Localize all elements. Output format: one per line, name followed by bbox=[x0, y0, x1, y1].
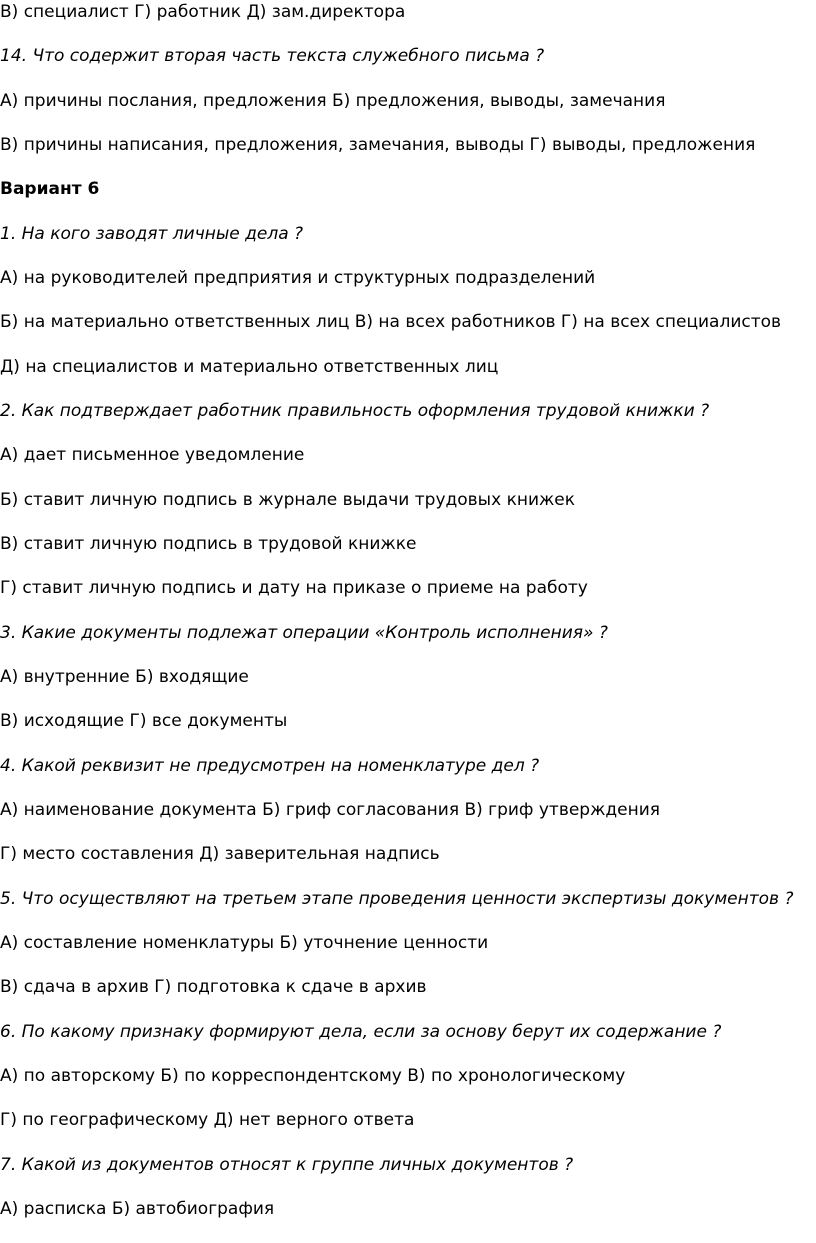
answer-line: Г) ставит личную подпись и дату на приказе о приеме на работу bbox=[0, 578, 588, 598]
answer-line: В) исходящие Г) все документы bbox=[0, 711, 288, 731]
variant-heading: Вариант 6 bbox=[0, 179, 100, 199]
answer-line: А) наименование документа Б) гриф согласования В) гриф утверждения bbox=[0, 800, 661, 820]
answer-line: Г) по географическому Д) нет верного ответа bbox=[0, 1110, 415, 1130]
answer-line: Б) ставит личную подпись в журнале выдачи трудовых книжек bbox=[0, 490, 576, 510]
answer-line: Д) на специалистов и материально ответственных лиц bbox=[0, 357, 499, 377]
answer-line: Б) на материально ответственных лиц В) на всех работников Г) на всех специалистов bbox=[0, 312, 782, 332]
answer-line: А) на руководителей предприятия и структурных подразделений bbox=[0, 268, 596, 288]
answer-line: В) ставит личную подпись в трудовой книжке bbox=[0, 534, 417, 554]
question-line: 7. Какой из документов относят к группе личных документов ? bbox=[0, 1155, 574, 1175]
question-line: 2. Как подтверждает работник правильность оформления трудовой книжки ? bbox=[0, 401, 710, 421]
answer-line: А) внутренние Б) входящие bbox=[0, 667, 249, 687]
answer-line: Г) место составления Д) заверительная надпись bbox=[0, 844, 440, 864]
question-line: 6. По какому признаку формируют дела, если за основу берут их содержание ? bbox=[0, 1022, 722, 1042]
answer-line: А) по авторскому Б) по корреспондентскому В) по хронологическому bbox=[0, 1066, 626, 1086]
answer-line: А) расписка Б) автобиография bbox=[0, 1199, 275, 1219]
question-line: 3. Какие документы подлежат операции «Контроль исполнения» ? bbox=[0, 623, 608, 643]
answer-line: А) составление номенклатуры Б) уточнение ценности bbox=[0, 933, 489, 953]
question-line: 1. На кого заводят личные дела ? bbox=[0, 224, 304, 244]
question-line: 14. Что содержит вторая часть текста служебного письма ? bbox=[0, 46, 545, 66]
answer-line: В) сдача в архив Г) подготовка к сдаче в архив bbox=[0, 977, 427, 997]
question-line: 4. Какой реквизит не предусмотрен на номенклатуре дел ? bbox=[0, 756, 540, 776]
answer-line: В) специалист Г) работник Д) зам.директора bbox=[0, 2, 406, 22]
question-line: 5. Что осуществляют на третьем этапе проведения ценности экспертизы документов ? bbox=[0, 889, 794, 909]
answer-line: А) дает письменное уведомление bbox=[0, 445, 305, 465]
answer-line: В) причины написания, предложения, замечания, выводы Г) выводы, предложения bbox=[0, 135, 756, 155]
answer-line: А) причины послания, предложения Б) предложения, выводы, замечания bbox=[0, 91, 666, 111]
